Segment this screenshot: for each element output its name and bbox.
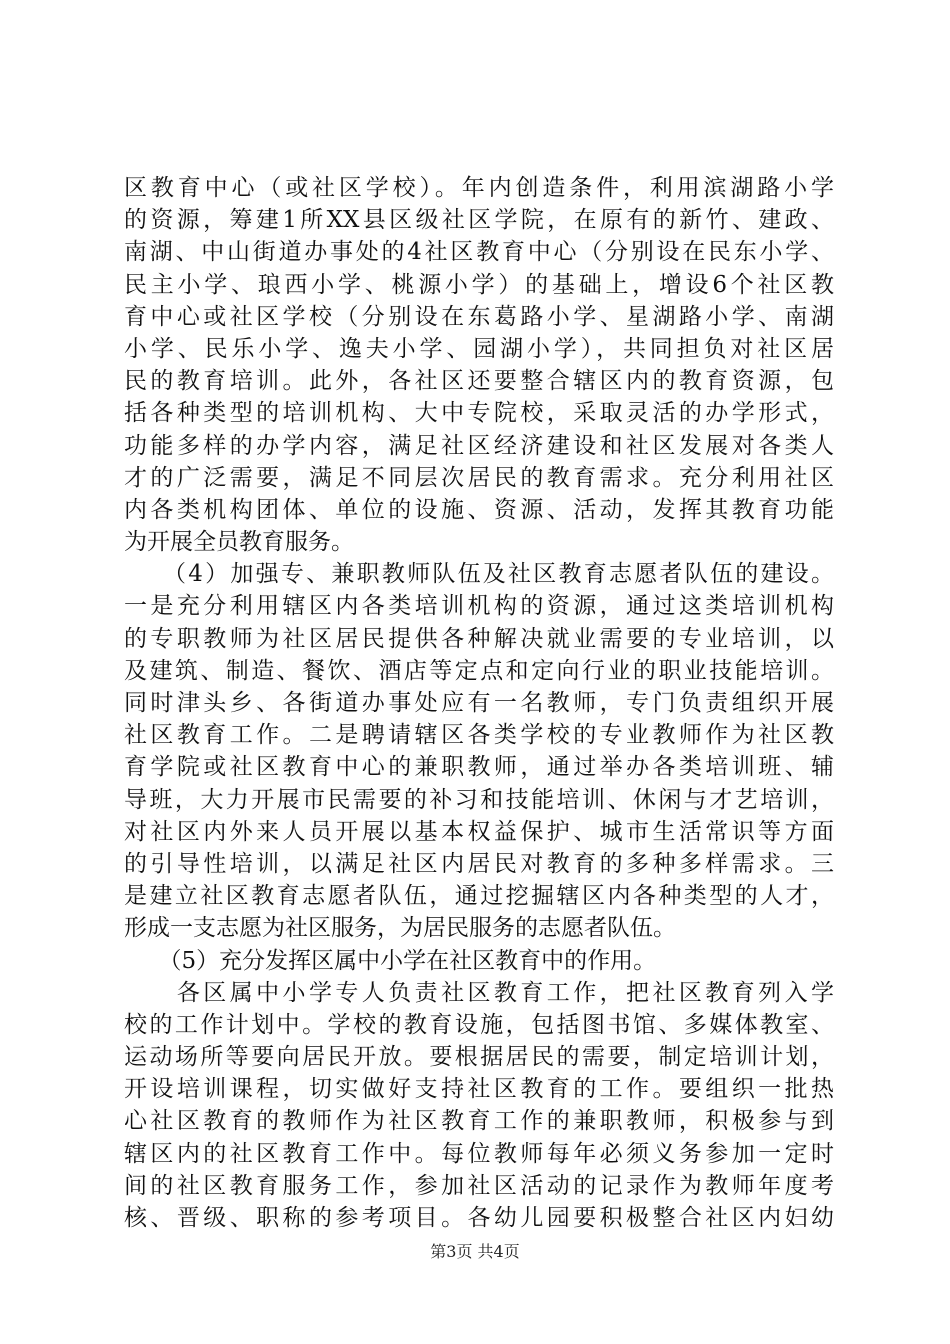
text-line: 开设培训课程，切实做好支持社区教育的工作。要组织一批热 — [124, 1076, 834, 1103]
text-line: 育学院或社区教育中心的兼职教师，通过举办各类培训班、辅 — [124, 754, 834, 781]
text-line: 各区属中小学专人负责社区教育工作，把社区教育列入学 — [124, 979, 834, 1006]
text-line: （4）加强专、兼职教师队伍及社区教育志愿者队伍的建设。 — [124, 561, 834, 588]
page-footer: 第3页 共4页 — [430, 1242, 520, 1261]
text-line: 的专职教师为社区居民提供各种解决就业需要的专业培训，以 — [124, 625, 834, 652]
text-line: 功能多样的办学内容，满足社区经济建设和社区发展对各类人 — [124, 432, 834, 459]
text-line: 间的社区教育服务工作，参加社区活动的记录作为教师年度考 — [124, 1172, 834, 1199]
text-line: 内各类机构团体、单位的设施、资源、活动，发挥其教育功能 — [124, 496, 834, 523]
text-line: 同时津头乡、各街道办事处应有一名教师，专门负责组织开展 — [124, 690, 834, 716]
text-line: 的资源，筹建1所XX县区级社区学院，在原有的新竹、建政、 — [124, 207, 834, 234]
text-line: 民的教育培训。此外，各社区还要整合辖区内的教育资源，包 — [124, 368, 834, 395]
text-line: （5）充分发挥区属中小学在社区教育中的作用。 — [124, 947, 657, 974]
text-line: 育中心或社区学校（分别设在东葛路小学、星湖路小学、南湖 — [124, 303, 834, 330]
text-line: 对社区内外来人员开展以基本权益保护、城市生活常识等方面 — [124, 818, 834, 845]
document-body — [124, 172, 834, 1234]
text-line: 是建立社区教育志愿者队伍，通过挖掘辖区内各种类型的人才， — [124, 883, 834, 910]
text-line: 民主小学、琅西小学、桃源小学）的基础上，增设6个社区教 — [124, 271, 834, 298]
text-line: 区教育中心（或社区学校）。年内创造条件，利用滨湖路小学 — [124, 175, 834, 201]
text-line: 校的工作计划中。学校的教育设施，包括图书馆、多媒体教室、 — [124, 1011, 834, 1038]
text-line: 核、晋级、职称的参考项目。各幼儿园要积极整合社区内妇幼 — [124, 1205, 834, 1231]
text-line: 的引导性培训，以满足社区内居民对教育的多种多样需求。三 — [124, 850, 834, 877]
text-line: 形成一支志愿为社区服务，为居民服务的志愿者队伍。 — [124, 915, 676, 942]
text-line: 心社区教育的教师作为社区教育工作的兼职教师，积极参与到 — [124, 1108, 834, 1135]
text-line: 社区教育工作。二是聘请辖区各类学校的专业教师作为社区教 — [124, 722, 834, 749]
text-line: 一是充分利用辖区内各类培训机构的资源，通过这类培训机构 — [124, 593, 834, 620]
text-line: 及建筑、制造、餐饮、酒店等定点和定向行业的职业技能培训。 — [124, 657, 834, 684]
text-line: 括各种类型的培训机构、大中专院校，采取灵活的办学形式， — [124, 400, 834, 427]
text-line: 辖区内的社区教育工作中。每位教师每年必须义务参加一定时 — [124, 1140, 834, 1167]
text-line: 南湖、中山街道办事处的4社区教育中心（分别设在民东小学、 — [124, 239, 834, 266]
text-line: 为开展全员教育服务。 — [124, 529, 354, 556]
text-line: 运动场所等要向居民开放。要根据居民的需要，制定培训计划， — [124, 1044, 834, 1071]
text-line: 小学、民乐小学、逸夫小学、园湖小学），共同担负对社区居 — [124, 335, 834, 362]
text-line: 才的广泛需要，满足不同层次居民的教育需求。充分利用社区 — [124, 464, 834, 491]
text-line: 导班，大力开展市民需要的补习和技能培训、休闲与才艺培训， — [124, 786, 834, 813]
